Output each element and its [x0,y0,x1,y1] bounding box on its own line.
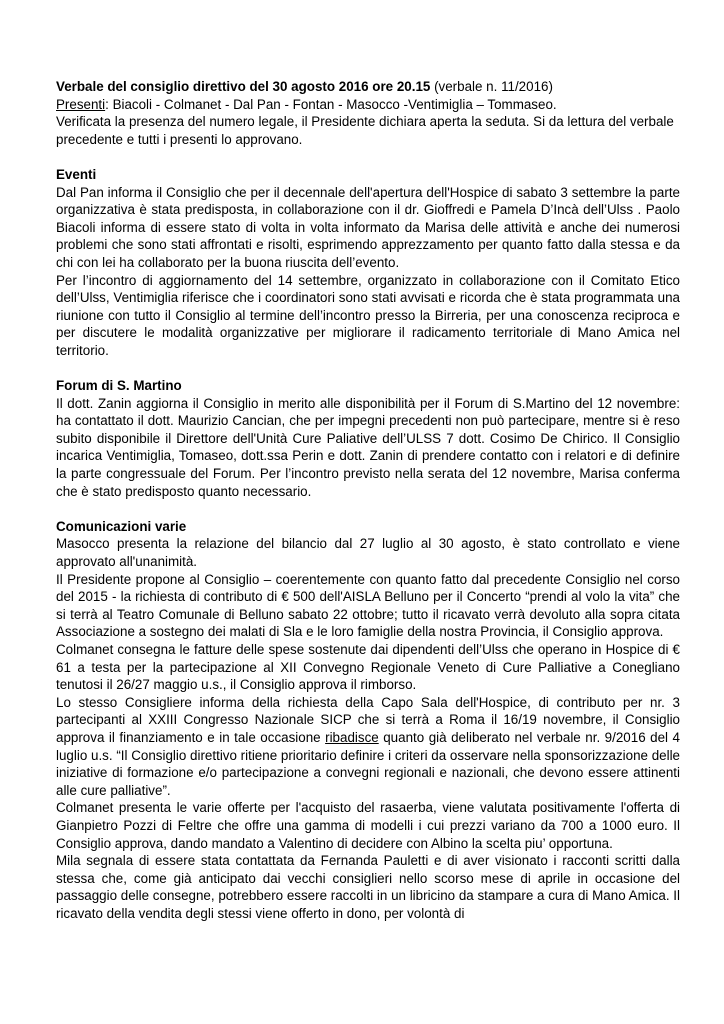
paragraph-4-part-1: Lo stesso Consigliere informa della richiesta della Capo Sala dell'Hospice, di contributo per nr. 3 partecipanti al XXIII Congresso Nazionale SICP che si terrà a Roma il 16/19 novembre, il Consiglio approva il finanziamento e in tale occasione [56,694,680,745]
section-title-eventi: Eventi [56,166,97,182]
section-title-comunicazioni: Comunicazioni varie [56,518,187,534]
eventi-paragraph-2: Per l’incontro di aggiornamento del 14 settembre, organizzato in collaborazione con il Comitato Etico dell’Ulss, Ventimiglia riferisce che i coordinatori sono stati avvisati e ricorda che è stata programmata una riunione con tutto il Consiglio al termine dell’incontro presso la Birreria, per una conoscenza reciproca e per discutere le modalità organizzative per migliorare il radicamento territoriale di Mano Amica nel territorio. [56,272,680,358]
spacer [56,500,680,518]
comunicazioni-paragraph-2: Il Presidente propone al Consiglio – coerentemente con quanto fatto dal precedente Consiglio nel corso del 2015 - la richiesta di contributo di € 500 dell'AISLA Belluno per il Concerto “prendi al volo la vita” che si terrà al Teatro Comunale di Belluno sabato 22 ottobre; tutto il ricavato verrà devoluto alla sopra citata Associazione a sostegno dei malati di Sla e le loro famiglie della nostra Provincia, il Consiglio approva. [56,571,680,640]
paragraph-4-part-2: quanto già deliberato nel verbale nr. 9/2016 del 4 luglio u.s. “Il Consiglio direttivo ritiene prioritario definire i criteri da osservare nella sponsorizzazione delle iniziative di formazione e/o partecipazione a convegni regionali e nazionali, che devono essere attinenti alle cure palliative”. [56,729,680,798]
attendees-line [56,96,680,114]
eventi-paragraph-1: Dal Pan informa il Consiglio che per il decennale dell'apertura dell'Hospice di sabato 3 settembre la parte organizzativa è stata predisposta, in collaborazione con il dr. Gioffredi e Pamela D’Incà dell’Ulss . Paolo Biacoli informa di essere stato di volta in volta informato da Marisa delle attività e anche dei numerosi problemi che sono stati affrontati e risolti, esprimendo apprezzamento per quanto fatto dalla stessa e da chi con lei ha collaborato per la buona riuscita dell’evento. [56,184,680,270]
document-page [56,78,680,923]
comunicazioni-paragraph-4 [56,694,680,800]
document-title: Verbale del consiglio direttivo del 30 agosto 2016 ore 20.15 [56,79,431,94]
attendees-list: : Biacoli - Colmanet - Dal Pan - Fontan - Masocco -Ventimiglia – Tommaseo. [105,96,557,112]
verbale-reference: (verbale n. 11/2016) [434,79,553,94]
spacer [56,360,680,378]
attendees-label: Presenti [56,96,106,112]
forum-paragraph-1: Il dott. Zanin aggiorna il Consiglio in merito alle disponibilità per il Forum di S.Martino del 12 novembre: ha contattato il dott. Maurizio Cancian, che per impegni precedenti non può partecipare, mentre si è reso subito disponibile il Direttore dell'Unità Cure Paliative dell’ULSS 7 dott. Cosimo De Chirico. Il Consiglio incarica Ventimiglia, Tomaseo, dott.ssa Perin e dott. Zanin di prendere contatto con i relatori e di definire la parte congressuale del Forum. Per l’incontro previsto nella serata del 12 novembre, Marisa conferma che è stato predisposto quanto necessario. [56,395,680,499]
spacer [56,148,680,166]
comunicazioni-paragraph-5: Colmanet presenta le varie offerte per l'acquisto del rasaerba, viene valutata positivamente l'offerta di Gianpietro Pozzi di Feltre che offre una gamma di modelli i cui prezzi variano da 700 a 1000 euro. Il Consiglio approva, dando mandato a Valentino di decidere con Albino la scelta piu’ opportuna. [56,800,680,851]
section-title-forum: Forum di S. Martino [56,378,182,394]
intro-paragraph: Verificata la presenza del numero legale, il Presidente dichiara aperta la seduta. Si da lettura del verbale precedente e tutti i presenti lo approvano. [56,114,674,147]
comunicazioni-paragraph-6: Mila segnala di essere stata contattata da Fernanda Pauletti e di aver visionato i racconti scritti dalla stessa che, come già anticipato dai vecchi consiglieri nello scorso mese di aprile in occasione del passaggio delle consegne, potrebbero essere raccolti in un libricino da stampare a cura di Mano Amica. Il ricavato della vendita degli stessi viene offerto in dono, per volontà di [56,853,680,921]
underlined-word: ribadisce [325,729,379,745]
comunicazioni-paragraph-1: Masocco presenta la relazione del bilancio dal 27 luglio al 30 agosto, è stato controllato e viene approvato all'unanimità. [56,536,680,570]
comunicazioni-paragraph-3: Colmanet consegna le fatture delle spese sostenute dai dipendenti dell’Ulss che operano in Hospice di € 61 a testa per la partecipazione al XII Convegno Regionale Veneto di Cure Palliative a Conegliano tenutosi il 26/27 maggio u.s., il Consiglio approva il rimborso. [56,642,680,693]
document-header [56,78,680,96]
